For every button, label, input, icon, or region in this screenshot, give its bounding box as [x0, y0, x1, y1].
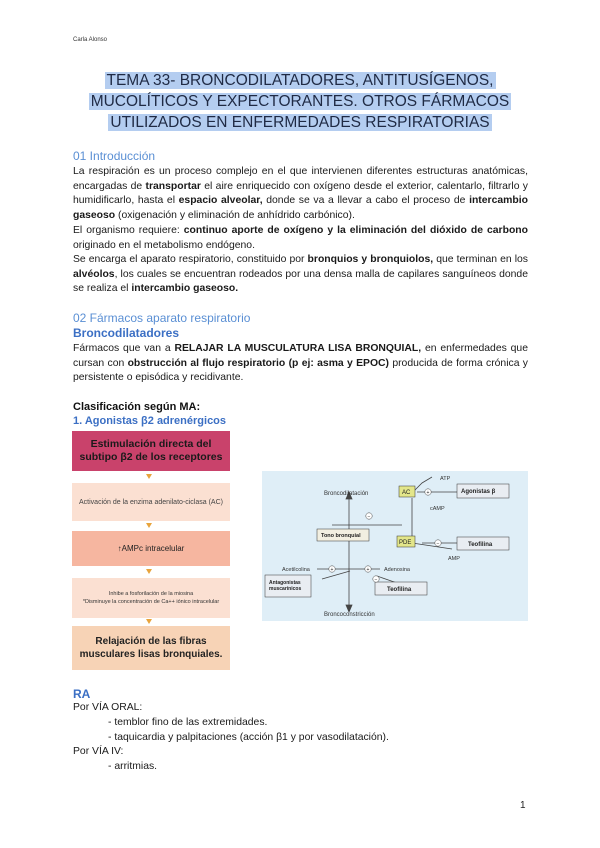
oral-item-2: - taquicardia y palpitaciones (acción β1 y por vasodilatación).	[108, 732, 389, 743]
via-iv-label: Por VÍA IV:	[73, 746, 124, 757]
pde-line	[412, 543, 452, 549]
sign-4: +	[330, 567, 334, 573]
label-teofilina-2: Teofilina	[387, 587, 412, 593]
page-title	[80, 70, 520, 133]
flow-arrow-2	[146, 523, 152, 528]
section-heading-farmacos: 02 Fármacos aparato respiratorio	[73, 311, 251, 325]
intro-paragraph-2: El organismo requiere: continuo aporte de oxígeno y la eliminación del dióxido de carbono originado en el metabolismo endógeno.	[73, 225, 528, 251]
antag-line	[322, 571, 350, 579]
title-line-1: TEMA 33- BRONCODILATADORES, ANTITUSÍGENOS,	[106, 72, 494, 89]
flow-box-activacion: Activación de la enzima adenilato-ciclasa (AC)	[72, 483, 230, 521]
agonistas-heading: 1. Agonistas β2 adrenérgicos	[73, 415, 227, 427]
intro-paragraph-3: Se encarga el aparato respiratorio, constituido por bronquios y bronquiolos, que terminan en los alvéolos, los cuales se encuentran rodeados por una densa malla de capilares sanguíneos donde se realiza el intercambio gaseoso.	[73, 254, 528, 295]
iv-item-1: - arritmias.	[108, 761, 158, 772]
title-line-2: MUCOLÍTICOS Y EXPECTORANTES. OTROS FÁRMACOS	[90, 93, 510, 110]
intro-paragraph-1: La respiración es un proceso complejo en el que intervienen diferentes estructuras anatómicas, encargadas de transportar el aire enriquecido con oxígeno desde el exterior, calentarlo, filtrarlo y humidificarlo, hasta el espacio alveolar, donde se va a llevar a cabo el proceso de intercambio gaseoso (oxigenación y eliminación de anhídrido carbónico).	[73, 166, 528, 221]
title-line-3: UTILIZADOS EN ENFERMEDADES RESPIRATORIAS	[110, 114, 490, 131]
sign-3: −	[436, 541, 440, 547]
axis-arrow-down	[346, 605, 352, 612]
label-ac: AC	[402, 490, 411, 496]
oral-item-1: - temblor fino de las extremidades.	[108, 717, 268, 728]
flow-box-inhibe-line2: *Disminuye la concentración de Ca++ iónico intracelular	[82, 599, 220, 605]
page-number: 1	[520, 800, 526, 811]
label-adenosina: Adenosina	[384, 567, 410, 573]
label-broncoconstriccion: Broncoconstricción	[324, 612, 375, 618]
via-oral-label: Por VÍA ORAL:	[73, 702, 143, 713]
label-amp: AMP	[448, 556, 460, 562]
flow-arrow-4	[146, 619, 152, 624]
flow-box-inhibe-line1: Inhibe a fosforilación de la miosina	[108, 591, 194, 597]
clasificacion-heading: Clasificación según MA:	[73, 401, 201, 413]
mechanism-diagram-svg	[262, 471, 528, 621]
sign-2: +	[426, 490, 430, 496]
sign-6: −	[374, 577, 378, 583]
label-agonistas: Agonistas β	[461, 489, 496, 495]
label-tono: Tono bronquial	[321, 533, 361, 539]
label-broncodilatacion: Broncodilatación	[324, 491, 369, 497]
sign-5: +	[366, 567, 370, 573]
label-atp: ATP	[440, 476, 451, 482]
label-teofilina-1: Teofilina	[468, 542, 493, 548]
label-acetilcolina: Acetilcolina	[282, 567, 310, 573]
flow-arrow-3	[146, 569, 152, 574]
section-heading-intro: 01 Introducción	[73, 149, 156, 163]
flow-arrow-1	[146, 474, 152, 479]
broncodilatadores-paragraph: Fármacos que van a RELAJAR LA MUSCULATURA LISA BRONQUIAL, en enfermedades que cursan con obstrucción al flujo respiratorio (p ej: asma y EPOC) producida de forma crónica y persistente o episódica y recidivante.	[73, 343, 528, 384]
mechanism-diagram	[262, 471, 528, 621]
flow-box-ampc: ↑AMPc intracelular	[72, 531, 230, 566]
flow-box-estimulacion: Estimulación directa del subtipo β2 de los receptores	[72, 431, 230, 471]
label-camp: cAMP	[430, 506, 445, 512]
flow-box-inhibe	[72, 578, 230, 618]
flow-box-relajacion: Relajación de las fibras musculares lisas bronquiales.	[72, 626, 230, 670]
ra-heading: RA	[73, 687, 91, 701]
label-antagonistas: Antagonistas muscarínicos	[269, 580, 302, 592]
subheading-broncodilatadores: Broncodilatadores	[73, 326, 180, 340]
label-pde: PDE	[399, 540, 412, 546]
author-name: Carla Alonso	[73, 37, 108, 43]
sign-1: −	[367, 514, 371, 520]
